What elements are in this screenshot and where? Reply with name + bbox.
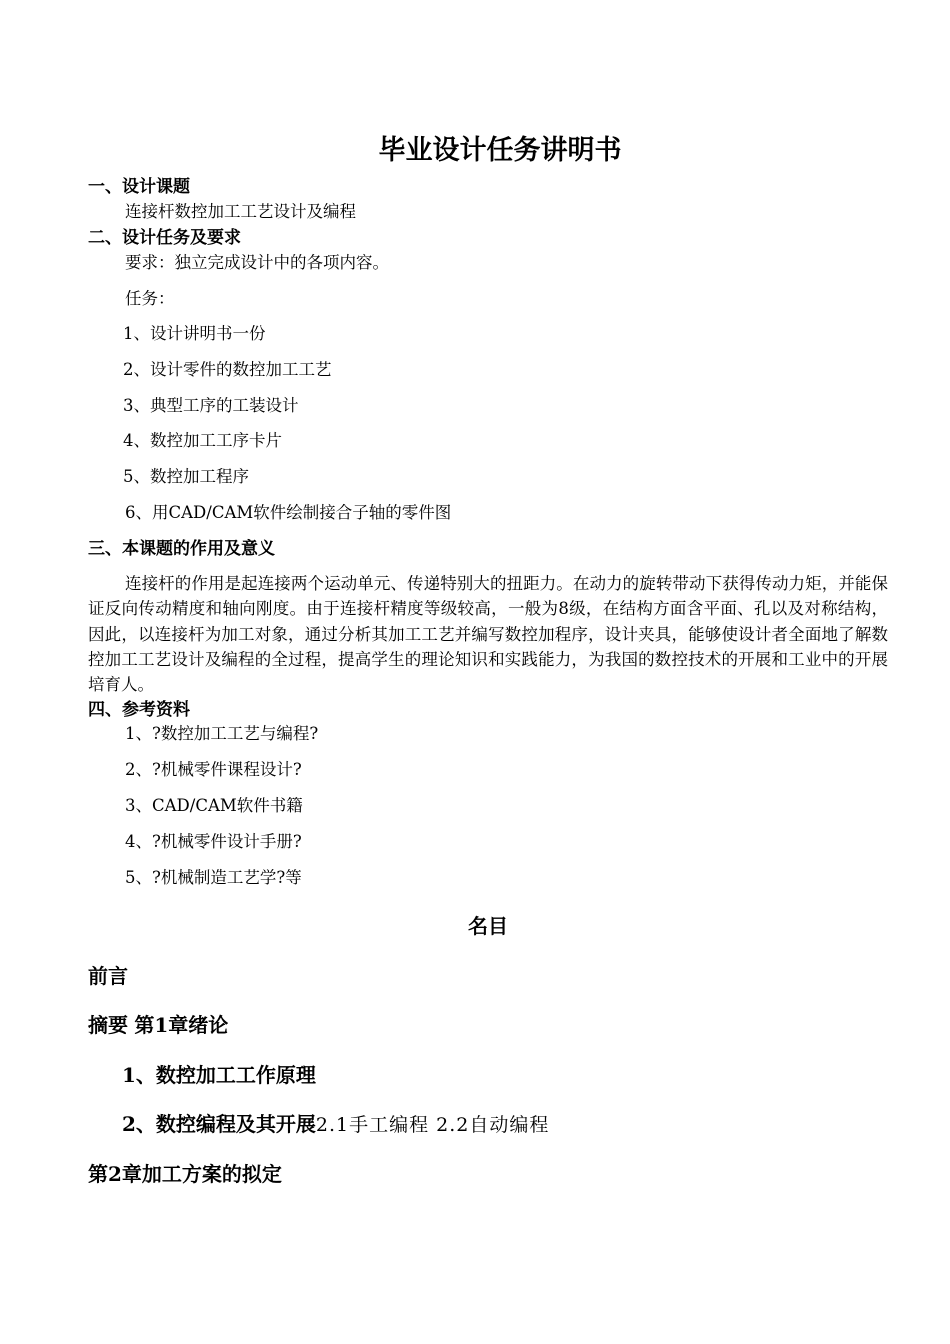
toc-entry-abstract-chapter1 — [88, 1011, 228, 1039]
task-item: 5、数控加工程序 — [123, 467, 249, 486]
reference-item: 2、?机械零件课程设计? — [125, 760, 302, 779]
toc-entry-subitems: 2.1手工编程 2.2自动编程 — [315, 1114, 550, 1136]
section-heading-tasks: 二、设计任务及要求 — [88, 228, 241, 248]
task-item: 2、设计零件的数控加工工艺 — [123, 360, 332, 379]
toc-entry-label: 摘要 — [88, 1013, 128, 1037]
task-item: 4、数控加工工序卡片 — [123, 431, 282, 450]
reference-item: 4、?机械零件设计手册? — [125, 832, 302, 851]
toc-entry-label: 第1章绪论 — [134, 1013, 229, 1037]
task-item: 6、用CAD/CAM软件绘制接合子轴的零件图 — [125, 503, 452, 522]
section-heading-significance: 三、本课题的作用及意义 — [88, 539, 275, 559]
toc-entry-label: 第2章加工方案的拟定 — [88, 1162, 282, 1186]
toc-title: 名目 — [468, 914, 508, 938]
significance-paragraph: 连接杆的作用是起连接两个运动单元、传递特别大的扭距力。在动力的旋转带动下获得传动力矩，并能保证反向传动精度和轴向刚度。由于连接杆精度等级较高，一般为8级，在结构方面含平面、孔以及对称结构，因此，以连接杆为加工对象，通过分析其加工工艺并编写数控加程序，设计夹具，能够使设计者全面地了解数控加工工艺设计及编程的全过程，提高学生的理论知识和实践能力，为我国的数控技术的开展和工业中的开展培育人。 — [88, 574, 888, 695]
toc-entry-label: 前言 — [88, 964, 128, 988]
toc-entry-label: 2、数控编程及其开展 — [122, 1112, 316, 1136]
reference-item: 3、CAD/CAM软件书籍 — [125, 796, 303, 815]
toc-entry-chapter2 — [88, 1160, 282, 1188]
reference-item: 1、?数控加工工艺与编程? — [125, 724, 319, 743]
toc-entry-foreword — [88, 962, 128, 990]
toc-entry-label: 1、数控加工工作原理 — [122, 1063, 316, 1087]
topic-text: 连接杆数控加工工艺设计及编程 — [125, 202, 356, 221]
toc-entry-nc-programming — [122, 1110, 549, 1139]
section-heading-references: 四、参考资料 — [88, 700, 190, 720]
toc-entry-nc-principle — [122, 1061, 316, 1089]
document-title: 毕业设计任务讲明书 — [378, 135, 622, 166]
task-label: 任务： — [125, 289, 175, 308]
task-item: 3、典型工序的工装设计 — [123, 396, 299, 415]
section-heading-topic: 一、设计课题 — [88, 177, 190, 197]
requirement-text: 要求：独立完成设计中的各项内容。 — [125, 253, 389, 272]
reference-item: 5、?机械制造工艺学?等 — [125, 868, 302, 887]
task-item: 1、设计讲明书一份 — [123, 324, 266, 343]
